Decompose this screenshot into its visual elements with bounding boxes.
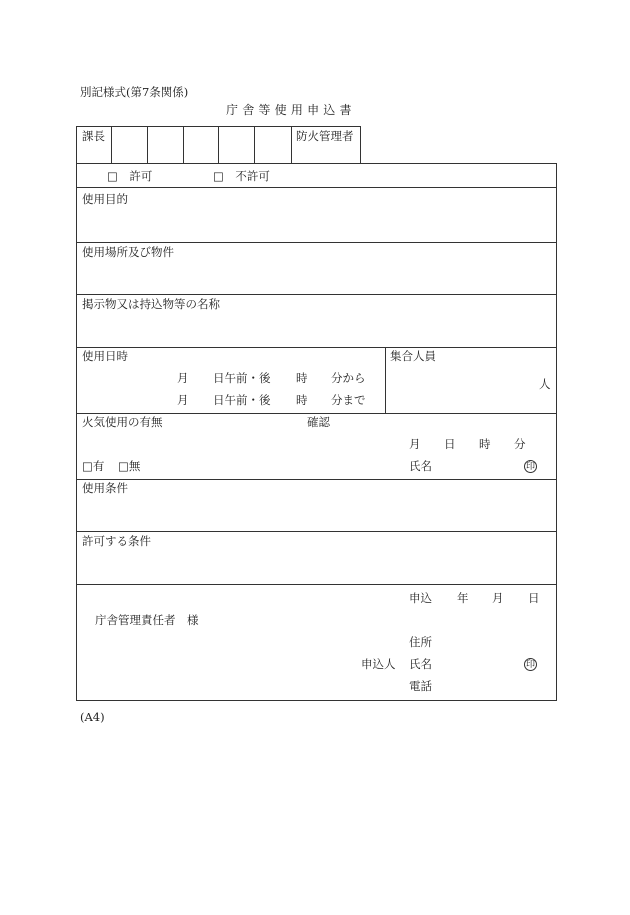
fire-manager-label: 防火管理者 [296,129,354,143]
application-month: 月 [492,591,504,605]
datetime-attendance-divider [385,347,386,413]
items-label: 掲示物又は持込物等の名称 [82,297,220,311]
start-minute: 分から [331,371,366,385]
stamp-divider [147,126,148,164]
conditions-label: 使用条件 [82,481,128,495]
form-title: 庁 舎 等 使 用 申 込 書 [226,103,352,117]
applicant-seal-mark: 印 [525,660,535,670]
application-year: 年 [457,591,469,605]
address-label: 住所 [409,635,432,649]
stamp-divider [111,126,112,164]
end-month: 月 [177,393,189,407]
place-label: 使用場所及び物件 [82,245,174,259]
stamp-divider [183,126,184,164]
end-minute: 分まで [331,393,366,407]
confirm-day: 日 [444,437,456,451]
end-hour: 時 [296,393,308,407]
attendance-unit: 人 [539,377,551,391]
confirm-label: 確認 [307,415,330,429]
row-divider [76,584,557,585]
start-month: 月 [177,371,189,385]
fire-use-label: 火気使用の有無 [82,415,163,429]
row-divider [76,531,557,532]
addressee: 庁舎管理責任者 様 [95,613,199,627]
row-divider [76,479,557,480]
row-divider [76,242,557,243]
permit-conditions-label: 許可する条件 [82,534,151,548]
confirm-month: 月 [409,437,421,451]
applicant-name-label: 氏名 [409,657,432,671]
approval-stamp-row [76,126,292,164]
chief-label: 課長 [82,129,105,143]
start-day-ampm: 日午前・後 [213,371,271,385]
stamp-divider [218,126,219,164]
deny-checkbox[interactable]: □ 不許可 [213,169,270,183]
applicant-label: 申込人 [361,657,396,671]
fire-yes-checkbox[interactable]: □有 [82,459,105,473]
row-divider [76,347,557,348]
end-day-ampm: 日午前・後 [213,393,271,407]
confirm-minute: 分 [514,437,526,451]
phone-label: 電話 [409,679,432,693]
application-day: 日 [528,591,540,605]
row-divider [76,294,557,295]
confirm-seal-mark: 印 [525,462,535,472]
stamp-divider [254,126,255,164]
purpose-label: 使用目的 [82,192,128,206]
fire-no-checkbox[interactable]: □無 [118,459,141,473]
application-date-label: 申込 [409,591,432,605]
row-divider [76,187,557,188]
permit-checkbox[interactable]: □ 許可 [107,169,153,183]
row-divider [76,413,557,414]
datetime-label: 使用日時 [82,349,128,363]
start-hour: 時 [296,371,308,385]
form-reference: 別記様式(第7条関係) [80,85,189,99]
paper-size: (A4) [80,710,105,724]
confirm-hour: 時 [479,437,491,451]
attendance-label: 集合人員 [390,349,436,363]
confirm-name-label: 氏名 [409,459,432,473]
